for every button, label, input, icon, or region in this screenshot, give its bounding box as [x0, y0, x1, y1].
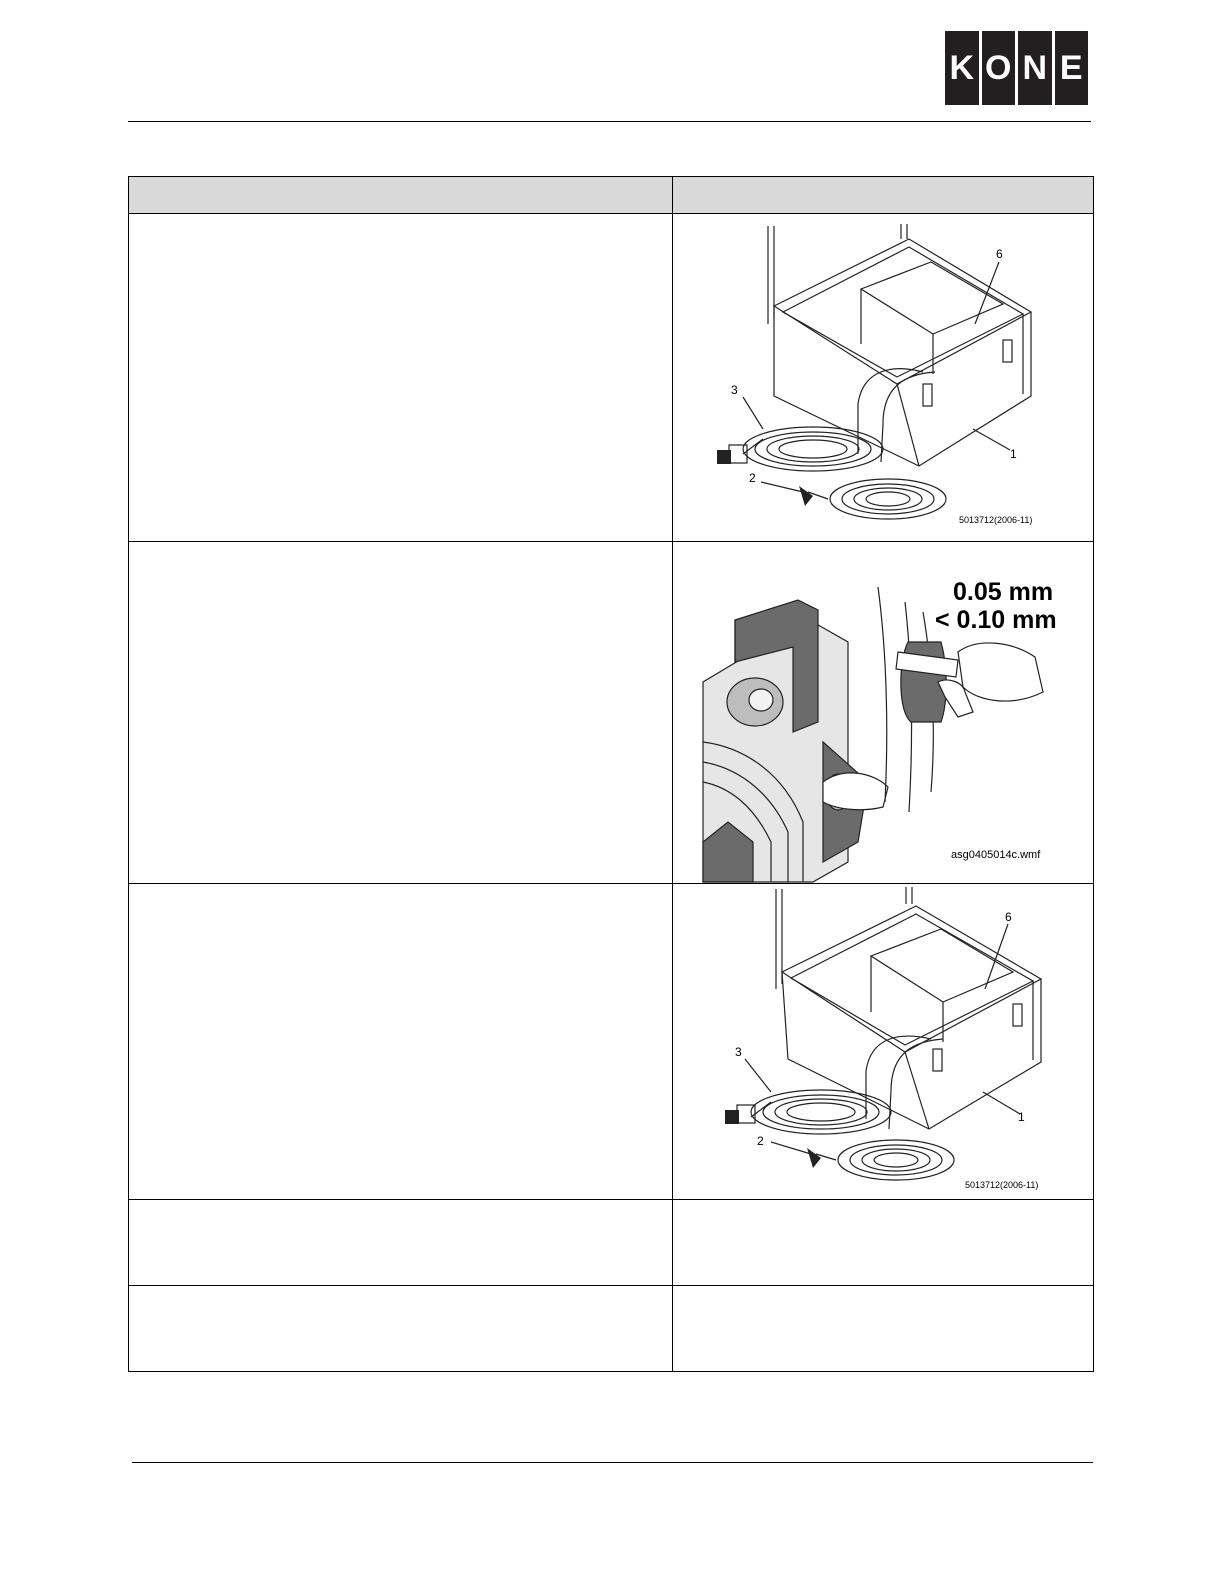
step-text-cell: [129, 542, 673, 884]
figure-caption: asg0405014c.wmf: [951, 849, 1041, 861]
step-text-cell: [129, 1200, 673, 1286]
figure-cell: [673, 1200, 1094, 1286]
table-row: [129, 884, 1094, 1200]
header-divider: [128, 121, 1091, 122]
figure-cell: [673, 1286, 1094, 1372]
figure-caption: 5013712(2006-11): [965, 1180, 1039, 1190]
figure-caption: 5013712(2006-11): [959, 515, 1033, 525]
table-row: [129, 1286, 1094, 1372]
step-text-cell: [129, 214, 673, 542]
logo-letter: N: [1018, 31, 1052, 105]
toolbox-illustration: [673, 214, 1093, 541]
callout-label: 6: [1005, 910, 1012, 924]
kone-logo: [945, 31, 1088, 105]
table-header-row: [129, 177, 1094, 214]
brake-gap-illustration: [673, 542, 1093, 883]
callout-label: 3: [731, 383, 738, 397]
table-row: [129, 542, 1094, 884]
step-text-cell: [129, 1286, 673, 1372]
callout-label: 1: [1010, 447, 1017, 461]
callout-label: 1: [1018, 1110, 1025, 1124]
callout-label: 6: [996, 247, 1003, 261]
figure-cell: [673, 214, 1094, 542]
logo-letter: E: [1055, 31, 1089, 105]
footer-divider: [132, 1462, 1093, 1463]
figure-cell: [673, 542, 1094, 884]
callout-label: 2: [749, 471, 756, 485]
toolbox-illustration: [673, 884, 1093, 1199]
figure-cell: [673, 884, 1094, 1200]
table-row: [129, 214, 1094, 542]
logo-letter: K: [945, 31, 979, 105]
table-row: [129, 1200, 1094, 1286]
table-header-right: [673, 177, 1094, 214]
measurement-label: < 0.10 mm: [935, 606, 1057, 634]
logo-letter: O: [982, 31, 1016, 105]
table-header-left: [129, 177, 673, 214]
callout-label: 3: [735, 1045, 742, 1059]
step-text-cell: [129, 884, 673, 1200]
measurement-label: 0.05 mm: [953, 578, 1054, 606]
procedure-table: [128, 176, 1094, 1372]
callout-label: 2: [757, 1134, 764, 1148]
